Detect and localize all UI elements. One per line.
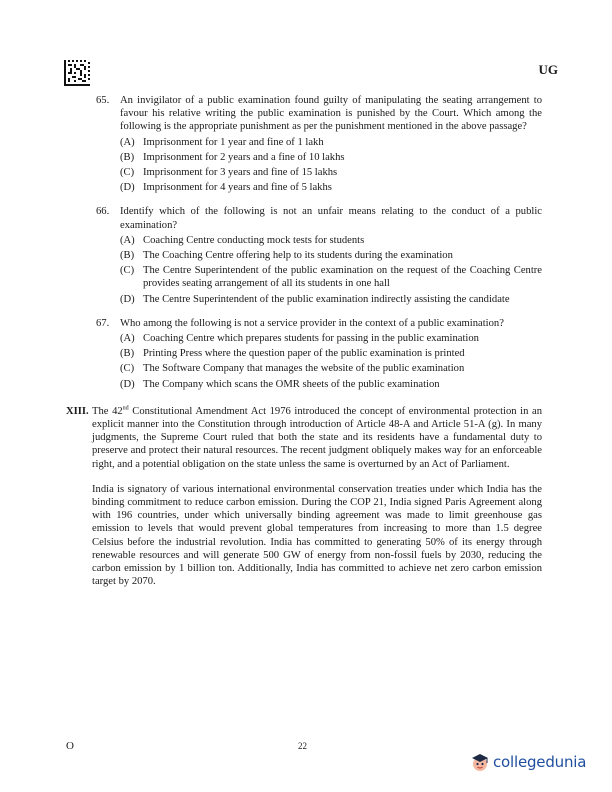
- option-text: The Centre Superintendent of the public examination on the request of the Coaching Centre provides seating arrangement of all its students in one hall: [143, 265, 542, 290]
- option-text: The Coaching Centre offering help to its students during the examination: [143, 250, 453, 262]
- option-label: (B): [120, 151, 135, 163]
- option-label: (A): [120, 333, 135, 345]
- option-label: (D): [120, 378, 135, 390]
- option-d: [120, 293, 542, 306]
- option-label: (B): [120, 348, 135, 360]
- ordinal-suffix: nd: [122, 405, 129, 412]
- option-d: [120, 181, 542, 194]
- option-c: [120, 264, 542, 290]
- question-stem: An invigilator of a public examination found guilty of manipulating the seating arrangement to favour his relative writing the public examination is punished by the Court. Which among the following is the appropriate punishment as per the punishment mentioned in the above passage?: [120, 95, 542, 133]
- option-label: (A): [120, 136, 135, 148]
- question-stem: Identify which of the following is not an unfair means relating to the conduct of a public examination?: [120, 206, 542, 231]
- option-a: [120, 136, 542, 149]
- passage-paragraph-2: India is signatory of various international environmental conservation treaties under which India has the binding commitment to reduce carbon emission. During the COP 21, India signed Paris Agreement along with 196 countries, under which universally binding agreement was made to limit greenhouse gas emission to levels that would prevent global temperatures from increasing to more than 1.5 degree Celsius before the industrial revolution. India has committed to generating 50% of its energy through renewable resources and will generate 500 GW of energy from non-fossil fuels by 2030, reducing the carbon emission by 1 billion ton. Additionally, India has committed to achieve net zero carbon emission target by 2070.: [92, 483, 542, 588]
- option-c: [120, 166, 542, 179]
- option-b: [120, 151, 542, 164]
- option-label: (C): [120, 363, 135, 375]
- passage-paragraph-1: [92, 405, 542, 471]
- qr-code: [64, 60, 90, 86]
- option-c: [120, 362, 542, 375]
- option-b: [120, 249, 542, 262]
- page-content: [66, 94, 542, 601]
- option-text: The Company which scans the OMR sheets of the public examination: [143, 378, 440, 390]
- question-67: [66, 317, 542, 391]
- section-number: XIII.: [66, 405, 89, 417]
- option-label: (A): [120, 234, 135, 246]
- paragraph-text: The 42: [92, 405, 123, 417]
- option-text: The Software Company that manages the website of the public examination: [143, 363, 465, 375]
- option-text: The Centre Superintendent of the public examination indirectly assisting the candidate: [143, 293, 510, 305]
- option-label: (C): [120, 265, 135, 277]
- option-b: [120, 347, 542, 360]
- question-65: [66, 94, 542, 194]
- passage-section: [66, 405, 542, 589]
- option-label: (D): [120, 182, 135, 194]
- set-code: O: [66, 740, 74, 752]
- brand-name: collegedunia: [493, 753, 587, 771]
- option-text: Imprisonment for 3 years and fine of 15 lakhs: [143, 167, 338, 179]
- option-text: Imprisonment for 4 years and fine of 5 lakhs: [143, 182, 332, 194]
- question-66: [66, 205, 542, 305]
- paragraph-text: Constitutional Amendment Act 1976 introduced the concept of environmental protection in an explicit manner into the Constitution through introduction of Article 48-A and Article 51-A (g). In many judgments, the Supreme Court ruled that both the state and its residents have a fundamental duty to preserve and protect their natural resources. The recent judgment obliquely makes way for an enforceable right, and a potential obligation on the state unless the same is overturned by an Act of Parliament.: [92, 405, 542, 470]
- page-number: 22: [298, 741, 307, 751]
- option-text: Printing Press where the question paper of the public examination is printed: [143, 348, 465, 360]
- question-stem: Who among the following is not a service provider in the context of a public examination?: [120, 317, 504, 329]
- option-label: (D): [120, 293, 135, 305]
- question-number: 67.: [96, 317, 110, 329]
- option-text: Imprisonment for 2 years and a fine of 10 lakhs: [143, 151, 345, 163]
- paper-code: UG: [538, 62, 558, 77]
- watermark: [470, 752, 586, 772]
- question-number: 65.: [96, 95, 110, 106]
- option-text: Coaching Centre conducting mock tests for students: [143, 234, 365, 246]
- question-number: 66.: [96, 206, 110, 218]
- option-a: [120, 332, 542, 345]
- option-d: [120, 378, 542, 391]
- option-label: (C): [120, 167, 135, 179]
- graduate-icon: [470, 752, 490, 772]
- option-a: [120, 234, 542, 247]
- option-label: (B): [120, 250, 135, 262]
- option-text: Coaching Centre which prepares students for passing in the public examination: [143, 333, 479, 345]
- option-text: Imprisonment for 1 year and fine of 1 lakh: [143, 136, 324, 148]
